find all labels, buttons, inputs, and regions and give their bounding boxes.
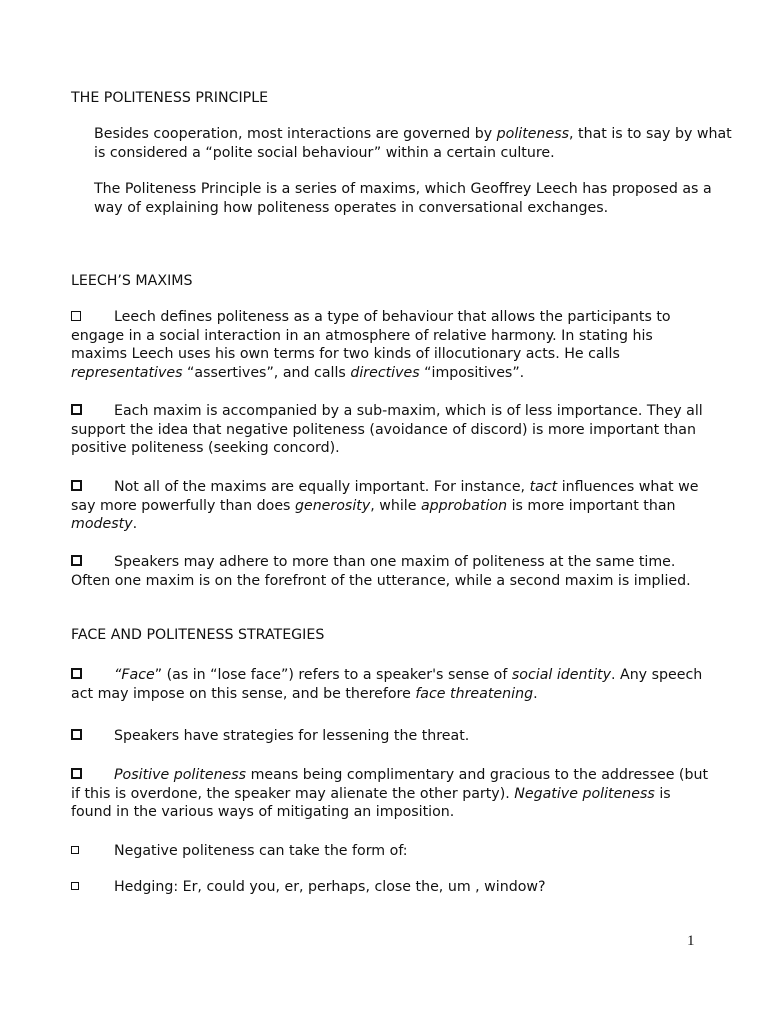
- checkbox-bullet-icon: [71, 729, 82, 740]
- face-paragraph-3: [71, 766, 711, 822]
- intro-paragraph-2: The Politeness Principle is a series of maxims, which Geoffrey Leech has proposed as a way of explaining how politeness operates in conversational exchanges.: [94, 181, 712, 216]
- text-span: Not all of the maxims are equally important. For instance,: [114, 479, 530, 495]
- text-span: is more important than: [507, 497, 676, 514]
- italic-term: politeness: [496, 126, 570, 142]
- text-span: , that is to say by what is considered a “polite social behaviour” within a certain culture.: [94, 126, 732, 161]
- text-span: Each maxim is accompanied by a sub-maxim, which is of less importance. They all support the idea that negative politeness (avoidance of discord) is more important than positive politeness (seeking concord).: [71, 403, 703, 457]
- italic-term: modesty: [71, 516, 133, 533]
- text-span: Hedging: Er, could you, er, perhaps, close the, um , window?: [114, 879, 546, 895]
- heading-politeness-principle: THE POLITENESS PRINCIPLE: [71, 90, 269, 106]
- italic-term: “Face: [114, 667, 155, 683]
- italic-term: face threatening: [415, 685, 534, 702]
- text-span: Speakers have strategies for lessening the threat.: [114, 728, 470, 744]
- face-paragraph-4: [71, 842, 711, 861]
- face-paragraph-1: [71, 666, 711, 703]
- intro-paragraph-1: [94, 125, 734, 162]
- text-span: is found in the various ways of mitigating an imposition.: [71, 785, 671, 821]
- text-span: Leech defines politeness as a type of behaviour that allows the participants to engage in a social interaction in an atmosphere of relative harmony. In stating his maxims Leech uses his own terms for two kinds of illocutionary acts. He calls: [71, 309, 671, 363]
- text-span: . Any speech act may impose on this sense, and be therefore: [71, 667, 703, 702]
- text-span: Speakers may adhere to more than one maxim of politeness at the same time. Often one maxim is on the forefront of the utterance, while a second maxim is implied.: [71, 554, 691, 589]
- maxim-paragraph-1: [71, 308, 711, 382]
- italic-term: social identity: [511, 667, 611, 683]
- maxim-paragraph-4: [71, 553, 711, 590]
- text-span: influences what we say more powerfully than does: [71, 479, 699, 514]
- italic-term: generosity: [294, 497, 371, 514]
- checkbox-bullet-icon: [71, 555, 82, 566]
- maxim-paragraph-2: [71, 402, 711, 458]
- face-paragraph-2: [71, 727, 711, 746]
- heading-face-strategies: FACE AND POLITENESS STRATEGIES: [71, 627, 325, 643]
- italic-term: Positive politeness: [114, 767, 247, 783]
- italic-term: tact: [529, 479, 558, 495]
- text-span: Negative politeness can take the form of:: [114, 843, 408, 859]
- text-span: .: [533, 685, 538, 702]
- checkbox-bullet-icon: [71, 882, 79, 890]
- italic-term: representatives: [71, 364, 183, 381]
- text-span: “assertives”, and calls: [182, 364, 351, 381]
- checkbox-bullet-icon: [71, 404, 82, 415]
- checkbox-bullet-icon: [71, 480, 82, 491]
- maxim-paragraph-3: [71, 478, 711, 534]
- heading-leech-maxims: LEECH’S MAXIMS: [71, 273, 193, 289]
- face-paragraph-5: [71, 878, 711, 897]
- text-span: .: [132, 516, 138, 533]
- checkbox-bullet-icon: [71, 846, 79, 854]
- checkbox-bullet-icon: [71, 311, 81, 321]
- italic-term: approbation: [420, 497, 508, 514]
- text-span: means being complimentary and gracious to the addressee (but if this is overdone, the speaker may alienate the other party).: [71, 767, 709, 802]
- italic-term: directives: [350, 364, 420, 381]
- text-span: Besides cooperation, most interactions are governed by: [94, 126, 497, 142]
- checkbox-bullet-icon: [71, 668, 82, 679]
- text-span: “impositives”.: [419, 364, 525, 381]
- page-number: 1: [687, 933, 695, 949]
- italic-term: Negative politeness: [514, 785, 655, 802]
- text-span: ” (as in “lose face”) refers to a speaker's sense of: [154, 667, 512, 683]
- text-span: , while: [370, 497, 421, 514]
- checkbox-bullet-icon: [71, 768, 82, 779]
